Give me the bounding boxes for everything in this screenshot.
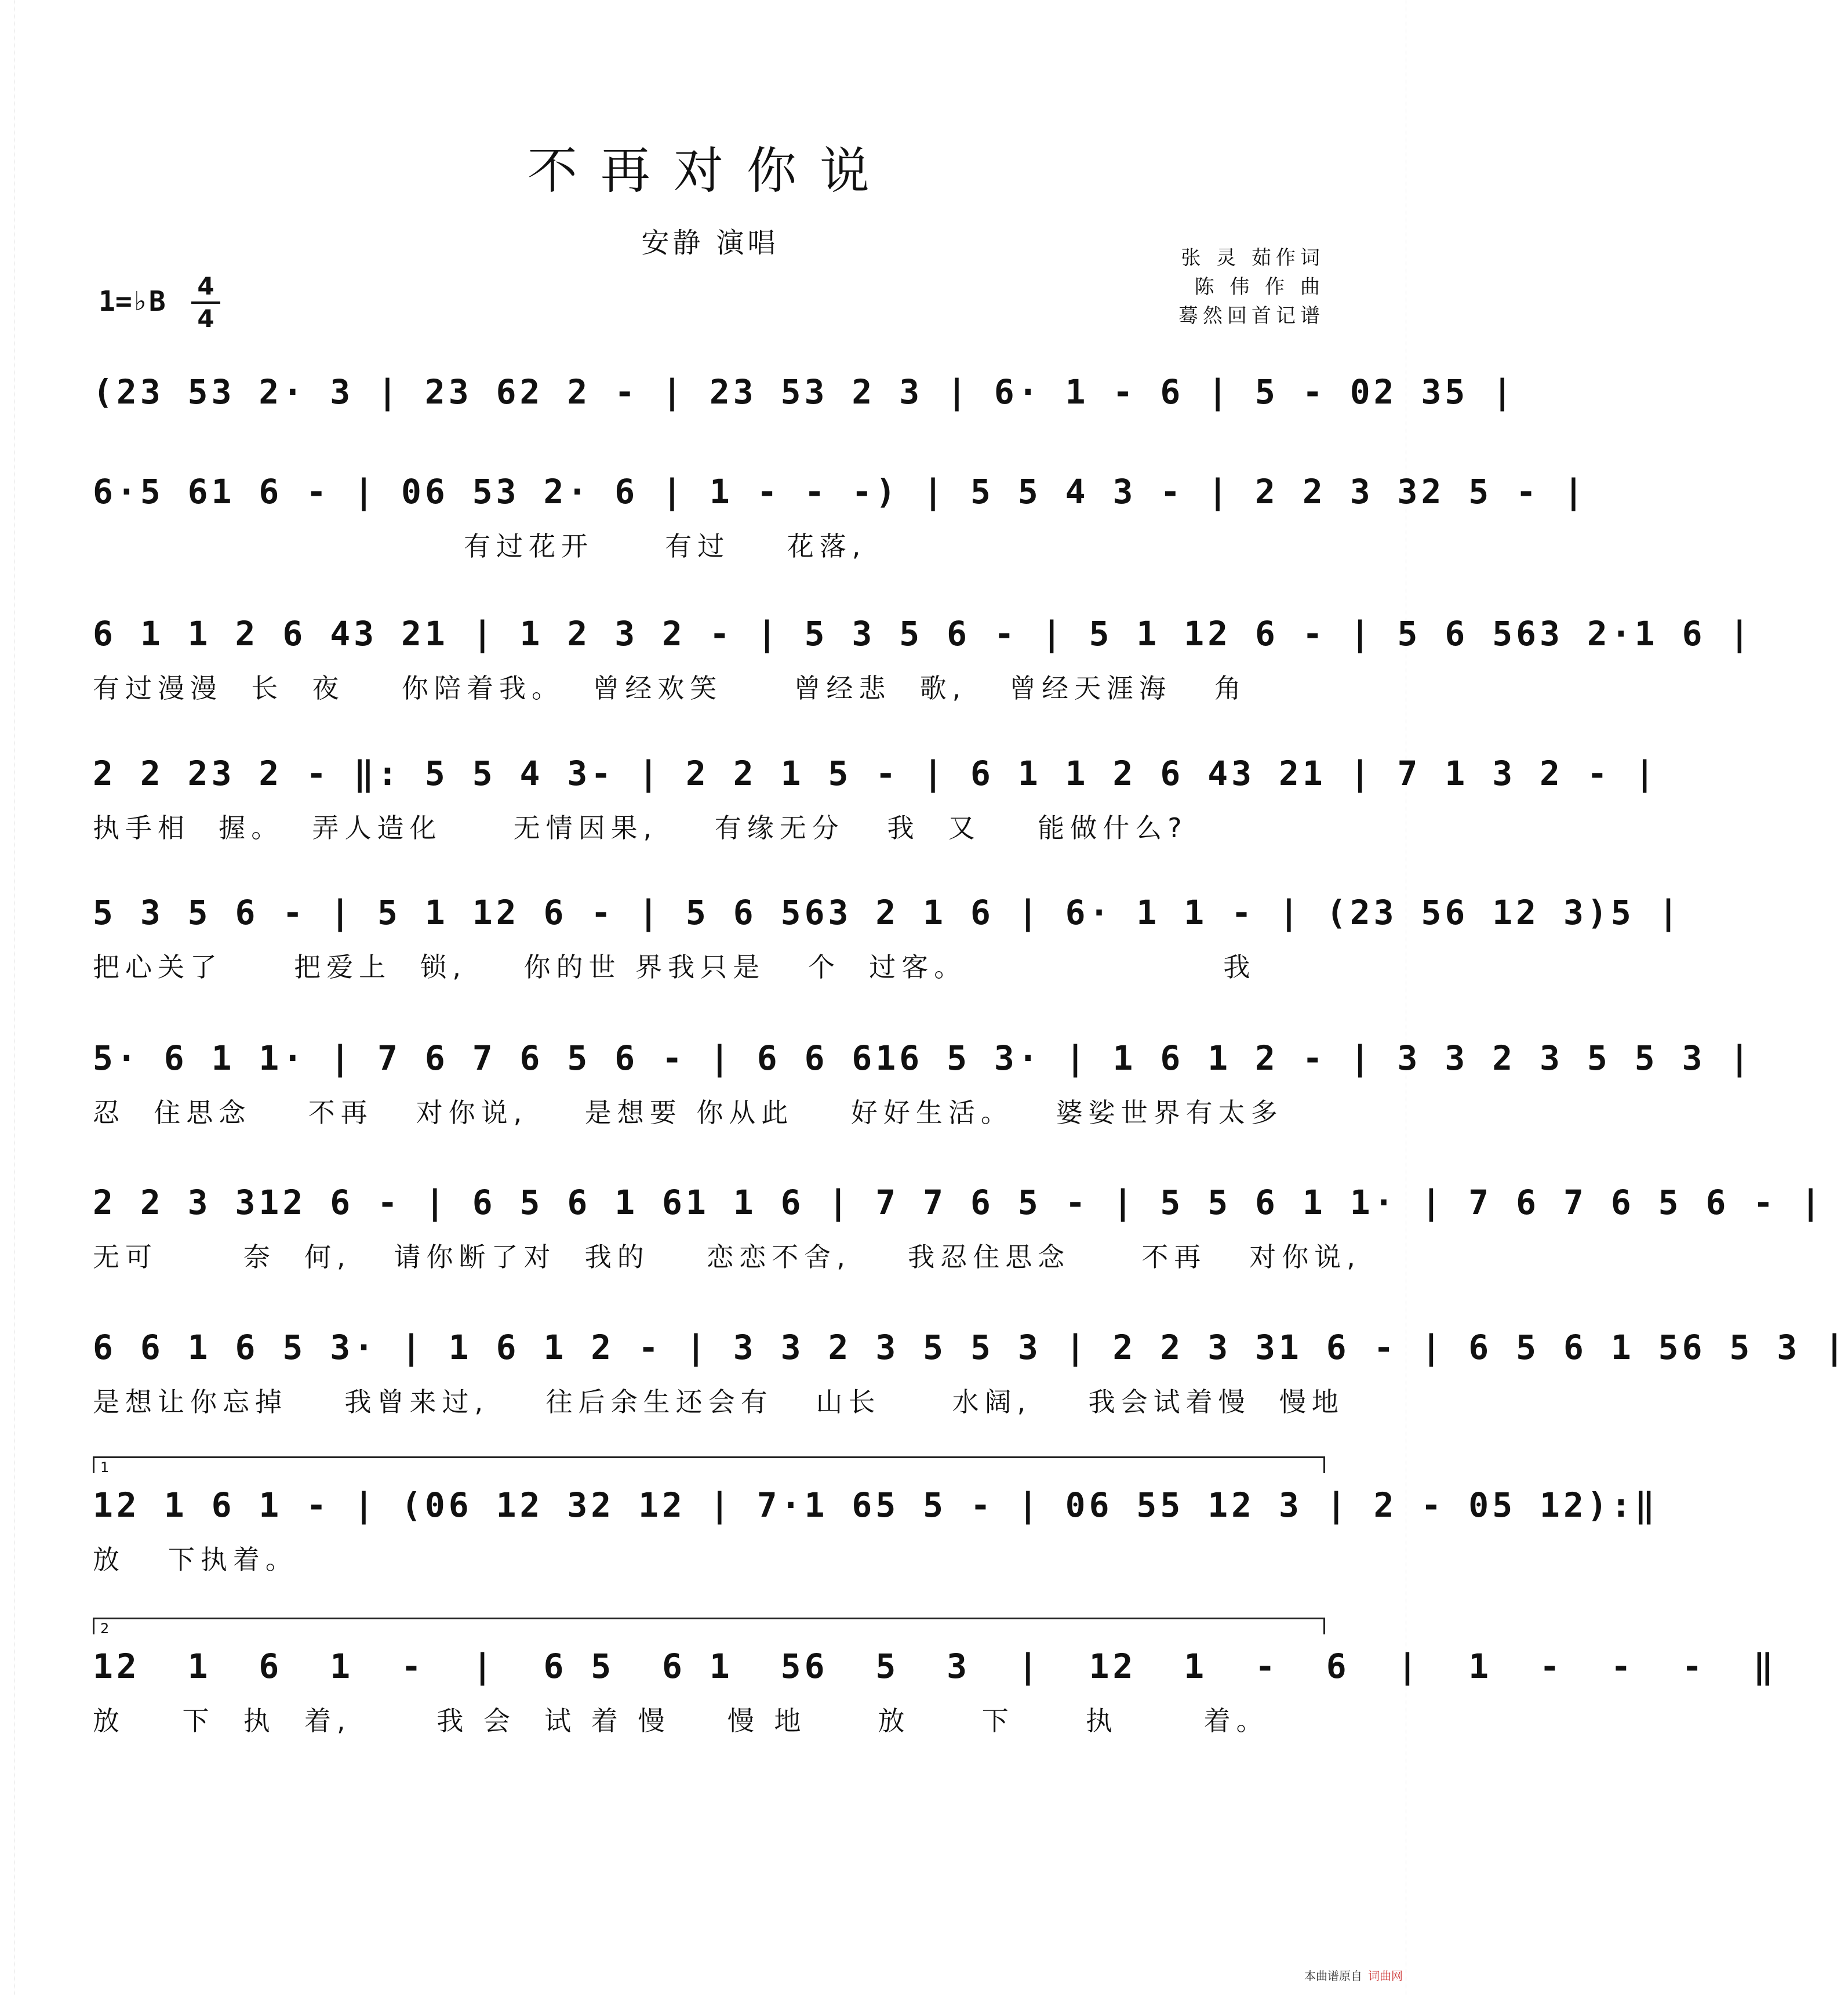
score-system-7 (93, 1182, 1825, 1276)
notation-line: (23 53 2· 3 | 23 62 2 - | 23 53 2 3 | 6· 1 - 6 | 5 - 02 35 | (93, 372, 1516, 412)
lyrics-line: 有过花开 有过 花落, (93, 530, 867, 562)
score-system-10 (93, 1645, 1777, 1739)
second-ending-bracket (93, 1618, 1325, 1637)
notation-line: 6 6 1 6 5 3· | 1 6 1 2 - | 3 3 2 3 5 5 3 | 2 2 3 31 6 - | 6 5 6 1 56 5 3 | (93, 1328, 1848, 1367)
singer-credit: 安静 演唱 (641, 227, 779, 259)
footer-site-logo: 词曲网 (1368, 1969, 1403, 1983)
song-title: 不再对你说 (528, 142, 893, 200)
time-signature-bottom: 4 (191, 301, 220, 334)
notation-line: 6 1 1 2 6 43 21 | 1 2 3 2 - | 5 3 5 6 - | 5 1 12 6 - | 5 6 563 2·1 6 | (93, 614, 1754, 653)
score-system-6 (93, 1037, 1754, 1131)
composer-credit: 陈 伟 作 曲 (1194, 275, 1325, 299)
notation-line: 5 3 5 6 - | 5 1 12 6 - | 5 6 563 2 1 6 | 6· 1 1 - | (23 56 12 3)5 | (93, 893, 1682, 932)
notation-line: 6·5 61 6 - | 06 53 2· 6 | 1 - - -) | 5 5 4 3 - | 2 2 3 32 5 - | (93, 472, 1587, 511)
notation-line: 12 1 6 1 - | (06 12 32 12 | 7·1 65 5 - | 06 55 12 3 | 2 - 05 12):‖ (93, 1485, 1658, 1525)
time-signature-top: 4 (197, 272, 214, 300)
score-system-8 (93, 1327, 1848, 1420)
left-margin-watermark (5, 0, 14, 1995)
time-signature (191, 271, 220, 334)
second-ending-number: 2 (100, 1620, 110, 1637)
score-system-4 (93, 753, 1658, 846)
score-system-3 (93, 613, 1754, 707)
footer-source (1304, 1967, 1403, 1983)
footer-source-text: 本曲谱原自 (1304, 1969, 1362, 1983)
notation-line: 12 1 6 1 - | 6 5 6 1 56 5 3 | 12 1 - 6 | 1 - - - ‖ (93, 1647, 1777, 1686)
right-margin-watermark (1406, 0, 1416, 1995)
lyrics-line: 无可 奈 何, 请你断了对 我的 恋恋不舍, 我忍住思念 不再 对你说, (93, 1241, 1361, 1273)
score-system-1 (93, 371, 1516, 428)
lyrics-line: 放 下 执 着, 我 会 试 着 慢 慢 地 放 下 执 着。 (93, 1705, 1269, 1736)
lyrics-line: 忍 住思念 不再 对你说, 是想要 你从此 好好生活。 婆娑世界有太多 (93, 1097, 1283, 1128)
lyrics-line: 放 下执着。 (93, 1544, 298, 1575)
key-signature: 1=♭B (99, 285, 166, 318)
notation-line: 5· 6 1 1· | 7 6 7 6 5 6 - | 6 6 616 5 3· | 1 6 1 2 - | 3 3 2 3 5 5 3 | (93, 1038, 1754, 1078)
first-ending-number: 1 (100, 1459, 110, 1476)
score-system-5 (93, 892, 1682, 986)
score-system-2 (93, 471, 1587, 565)
notation-line: 2 2 3 312 6 - | 6 5 6 1 61 1 6 | 7 7 6 5 - | 5 5 6 1 1· | 7 6 7 6 5 6 - | (93, 1183, 1825, 1222)
lyrics-line: 把心关了 把爱上 锁, 你的世 界我只是 个 过客。 我 (93, 951, 1256, 983)
lyrics-line: 执手相 握。 弄人造化 无情因果, 有缘无分 我 又 能做什么? (93, 812, 1188, 844)
lyrics-line: 有过漫漫 长 夜 你陪着我。 曾经欢笑 曾经悲 歌, 曾经天涯海 角 (93, 673, 1247, 704)
transcriber-credit: 蓦然回首记谱 (1178, 304, 1325, 328)
notation-line: 2 2 23 2 - ‖: 5 5 4 3- | 2 2 1 5 - | 6 1 1 2 6 43 21 | 7 1 3 2 - | (93, 754, 1658, 793)
score-system-9 (93, 1484, 1658, 1578)
lyricist-credit: 张 灵 茹作词 (1181, 246, 1325, 270)
lyrics-line: 是想让你忘掉 我曾来过, 往后余生还会有 山长 水阔, 我会试着慢 慢地 (93, 1386, 1344, 1418)
first-ending-bracket (93, 1456, 1325, 1476)
credits (1178, 244, 1325, 330)
